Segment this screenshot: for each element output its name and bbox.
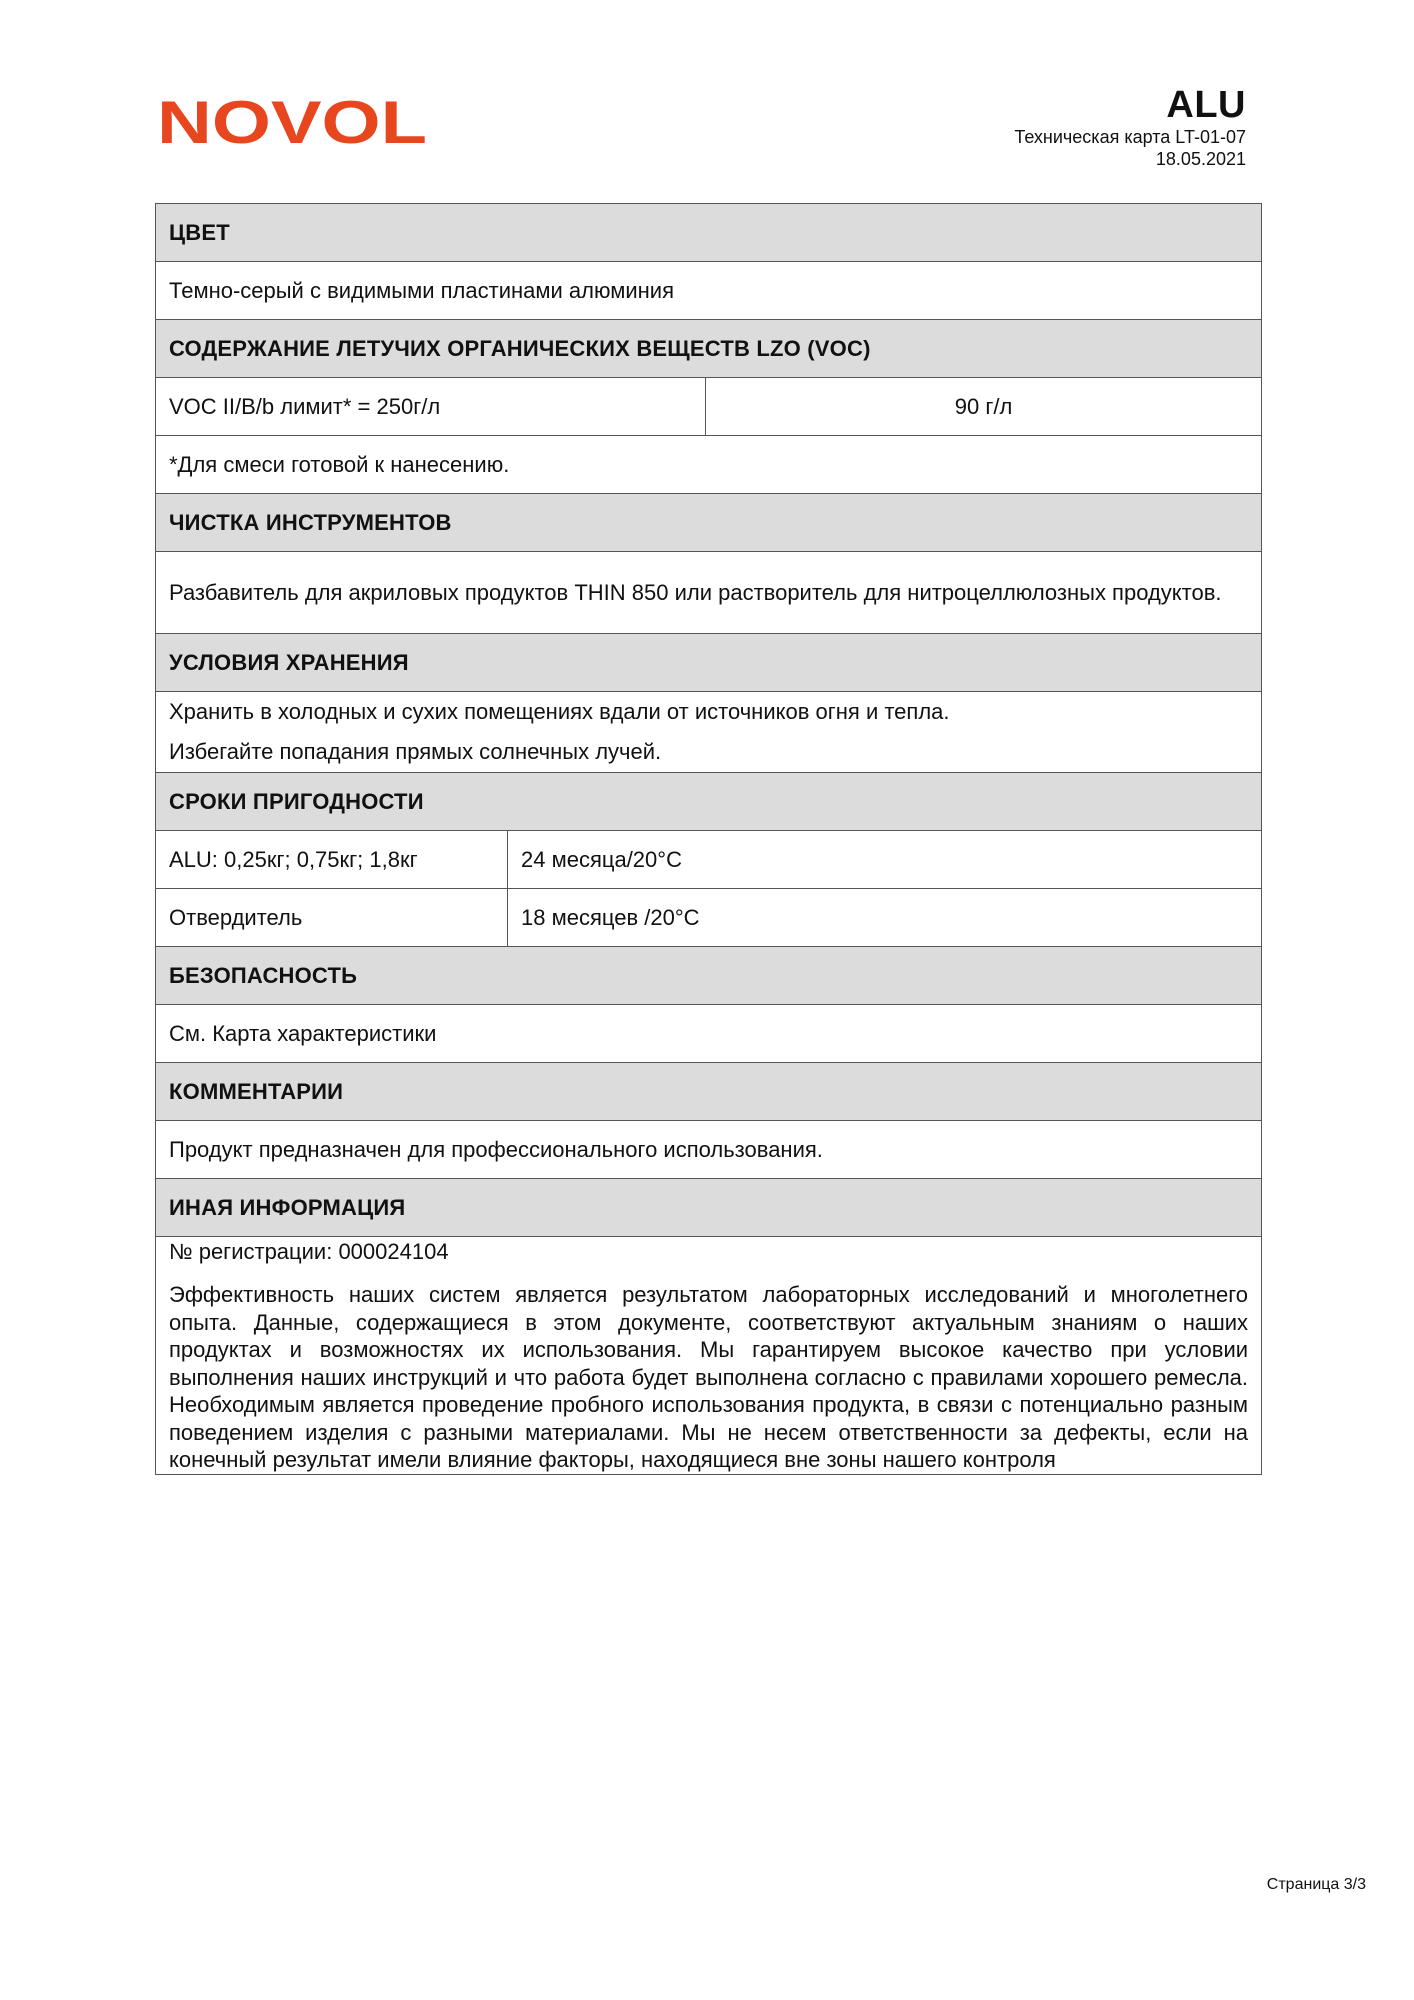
section-other-header (156, 1179, 1262, 1237)
section-title-voc: СОДЕРЖАНИЕ ЛЕТУЧИХ ОРГАНИЧЕСКИХ ВЕЩЕСТВ LZO (VOC) (156, 320, 1262, 378)
section-storage-body (156, 692, 1262, 773)
shelf-life-item: Отвердитель (156, 889, 508, 947)
section-safety-header (156, 947, 1262, 1005)
cleaning-description: Разбавитель для акриловых продуктов THIN 850 или растворитель для нитроцеллюлозных продуктов. (156, 552, 1262, 634)
color-description: Темно-серый с видимыми пластинами алюминия (156, 262, 1262, 320)
storage-conditions (156, 692, 1262, 773)
logo-text: NOVOL (157, 96, 427, 148)
section-voc-header (156, 320, 1262, 378)
section-title-comments: КОММЕНТАРИИ (156, 1063, 1262, 1121)
section-title-color: ЦВЕТ (156, 204, 1262, 262)
shelf-life-item: ALU: 0,25кг; 0,75кг; 1,8кг (156, 831, 508, 889)
page-number: Страница 3/3 (1266, 1876, 1366, 1893)
section-title-storage: УСЛОВИЯ ХРАНЕНИЯ (156, 634, 1262, 692)
section-comments-header (156, 1063, 1262, 1121)
section-shelf-life-header (156, 773, 1262, 831)
novol-logo (157, 96, 429, 148)
section-title-other: ИНАЯ ИНФОРМАЦИЯ (156, 1179, 1262, 1237)
section-title-safety: БЕЗОПАСНОСТЬ (156, 947, 1262, 1005)
comments-description: Продукт предназначен для профессионального использования. (156, 1121, 1262, 1179)
table-row (156, 889, 1262, 947)
product-name: ALU (1166, 84, 1246, 126)
disclaimer-text: Эффективность наших систем является результатом лабораторных исследований и многолетнего опыта. Данные, содержащиеся в этом документе, соответствуют актуальным знаниям о наших продуктах и возможностях их использования. Мы гарантируем высокое качество при условии выполнения наших инструкций и что работа будет выполнена согласно с правилами хорошего ремесла. Необходимым является проведение пробного использования продукта, в связи с потенциально разным поведением изделия с разными материалами. Мы не несем ответственности за дефекты, если на конечный результат имели влияние факторы, находящиеся вне зоны нашего контроля (169, 1282, 1249, 1472)
shelf-life-term: 24 месяца/20°С (508, 831, 1262, 889)
other-information (156, 1237, 1262, 1475)
storage-line-2: Избегайте попадания прямых солнечных лучей. (169, 739, 662, 764)
section-color-body (156, 262, 1262, 320)
section-safety-body (156, 1005, 1262, 1063)
section-title-shelf-life: СРОКИ ПРИГОДНОСТИ (156, 773, 1262, 831)
section-cleaning-body (156, 552, 1262, 634)
voc-note-row (156, 436, 1262, 494)
voc-value: 90 г/л (706, 378, 1262, 436)
section-comments-body (156, 1121, 1262, 1179)
section-cleaning-header (156, 494, 1262, 552)
document-date: 18.05.2021 (1155, 149, 1246, 169)
section-color-header (156, 204, 1262, 262)
safety-description: См. Карта характеристики (156, 1005, 1262, 1063)
technical-sheet-table (155, 203, 1262, 1475)
section-other-body (156, 1237, 1262, 1475)
section-title-cleaning: ЧИСТКА ИНСТРУМЕНТОВ (156, 494, 1262, 552)
table-row (156, 831, 1262, 889)
registration-number: № регистрации: 000024104 (169, 1239, 449, 1264)
document-header (1014, 84, 1246, 170)
storage-line-1: Хранить в холодных и сухих помещениях вдали от источников огня и тепла. (169, 699, 950, 724)
voc-limit-label: VOC II/B/b лимит* = 250г/л (156, 378, 706, 436)
voc-row (156, 378, 1262, 436)
document-reference: Техническая карта LT-01-07 (1014, 127, 1246, 147)
section-storage-header (156, 634, 1262, 692)
voc-note: *Для смеси готовой к нанесению. (156, 436, 1262, 494)
shelf-life-term: 18 месяцев /20°С (508, 889, 1262, 947)
